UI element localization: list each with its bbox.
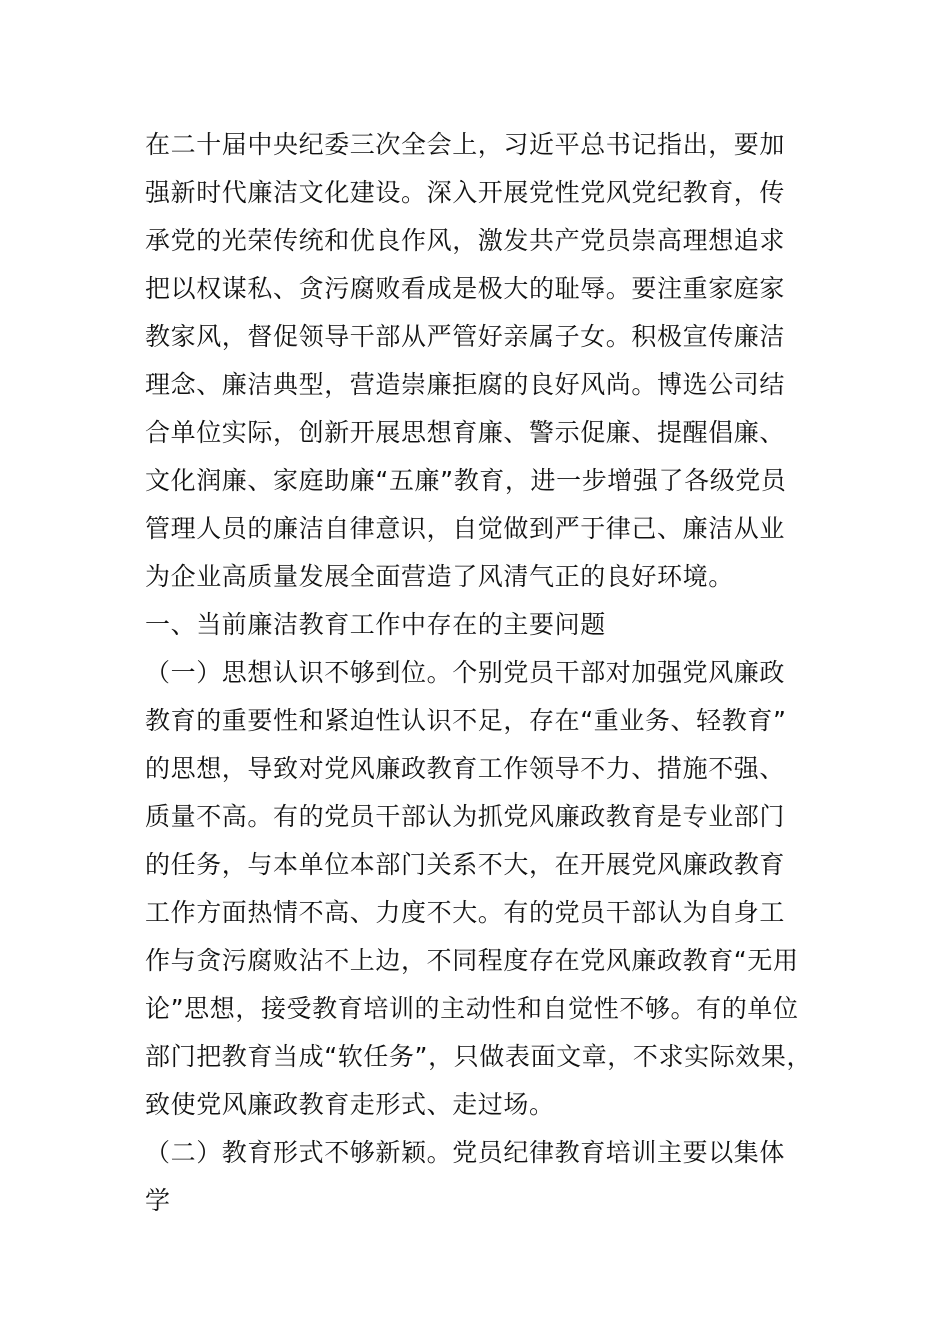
paragraph-line: 质量不高。有的党员干部认为抓党风廉政教育是专业部门 (145, 802, 786, 831)
paragraph-line: 教育的重要性和紧迫性认识不足，存在“重业务、轻教育” (145, 706, 787, 735)
paragraph-line: 强新时代廉洁文化建设。深入开展党性党风党纪教育，传 (145, 178, 786, 207)
paragraph-line: 论”思想，接受教育培训的主动性和自觉性不够。有的单位 (145, 994, 799, 1023)
subsection-line: （一）思想认识不够到位。个别党员干部对加强党风廉政 (145, 658, 786, 687)
paragraph-line: 管理人员的廉洁自律意识，自觉做到严于律己、廉洁从业 (145, 514, 786, 543)
paragraph-line: 的思想，导致对党风廉政教育工作领导不力、措施不强、 (145, 754, 786, 783)
subsection-line: （二）教育形式不够新颖。党员纪律教育培训主要以集体 (145, 1138, 786, 1167)
paragraph-line: 把以权谋私、贪污腐败看成是极大的耻辱。要注重家庭家 (145, 274, 786, 303)
paragraph-line: 在二十届中央纪委三次全会上，习近平总书记指出，要加 (145, 130, 786, 159)
paragraph-line: 工作方面热情不高、力度不大。有的党员干部认为自身工 (145, 898, 786, 927)
paragraph-line: 理念、廉洁典型，营造崇廉拒腐的良好风尚。博选公司结 (145, 370, 786, 399)
paragraph-line: 学 (145, 1186, 171, 1215)
paragraph-line: 作与贪污腐败沾不上边，不同程度存在党风廉政教育“无用 (145, 946, 799, 975)
section-heading: 一、当前廉洁教育工作中存在的主要问题 (145, 610, 606, 639)
paragraph-line: 文化润廉、家庭助廉“五廉”教育，进一步增强了各级党员 (145, 466, 787, 495)
paragraph-line: 部门把教育当成“软任务”，只做表面文章，不求实际效果， (145, 1042, 813, 1071)
document-body (145, 121, 845, 1225)
paragraph-line: 为企业高质量发展全面营造了风清气正的良好环境。 (145, 562, 734, 591)
paragraph-line: 教家风，督促领导干部从严管好亲属子女。积极宣传廉洁 (145, 322, 786, 351)
paragraph-line: 致使党风廉政教育走形式、走过场。 (145, 1090, 555, 1119)
paragraph-line: 合单位实际，创新开展思想育廉、警示促廉、提醒倡廉、 (145, 418, 786, 447)
paragraph-line: 的任务，与本单位本部门关系不大，在开展党风廉政教育 (145, 850, 786, 879)
paragraph-line: 承党的光荣传统和优良作风，激发共产党员崇高理想追求 (145, 226, 786, 255)
